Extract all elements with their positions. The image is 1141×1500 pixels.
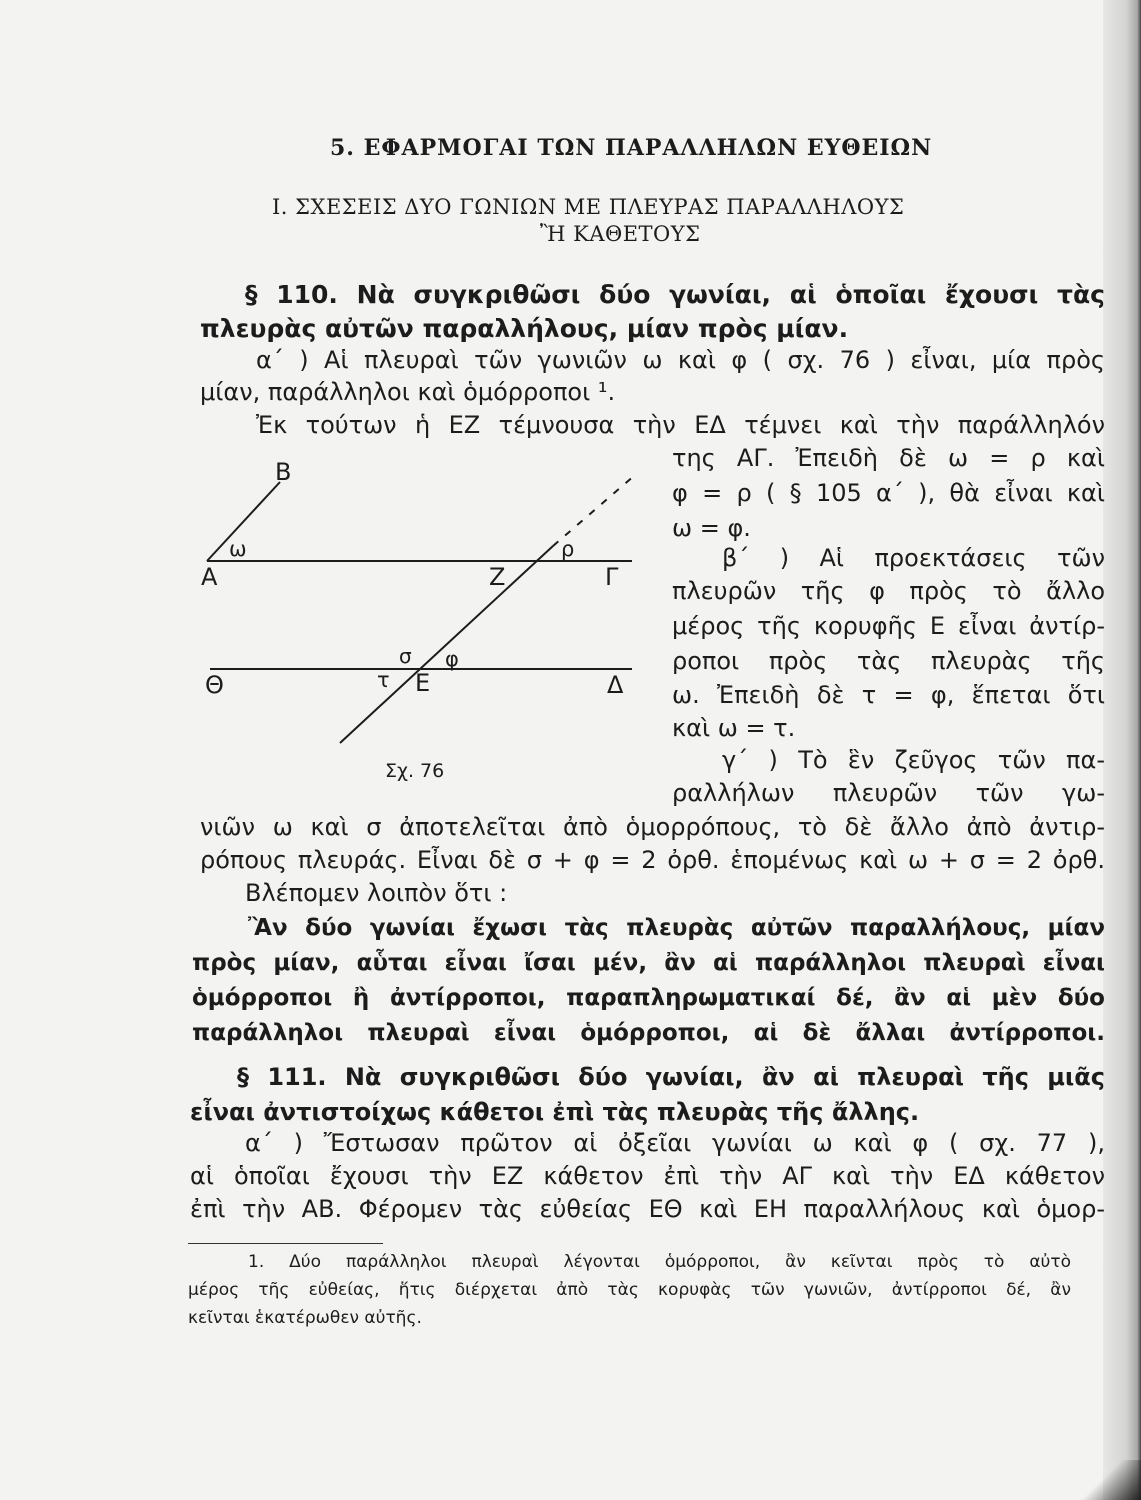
side-line-4: β΄ ) Αἱ προεκτάσεις τῶν — [722, 544, 1105, 572]
theorem-line1: Ἂν δύο γωνίαι ἔχωσι τὰς πλευρὰς αὐτῶν παραλλήλους, μίαν — [248, 915, 1105, 941]
side-line-9: καὶ ω = τ. — [672, 714, 796, 742]
page-corner-shadow — [1081, 1460, 1141, 1500]
footnote-line2: μέρος τῆς εὐθείας, ἥτις διέρχεται ἀπὸ τὰς κορυφὰς τῶν γωνιῶν, ἀντίρροποι δέ, ἂν — [188, 1280, 1071, 1300]
side-line-10: γ΄ ) Τὸ ἓν ζεῦγος τῶν πα- — [722, 746, 1105, 774]
label-omega: ω — [229, 537, 247, 561]
theorem-line2: πρὸς μίαν, αὗται εἶναι ἴσαι μέν, ἂν αἱ παράλληλοι πλευραὶ εἶναι — [192, 950, 1105, 976]
label-sigma: σ — [399, 644, 412, 668]
ek-touton-line: Ἐκ τούτων ἡ ΕΖ τέμνουσα τὴν ΕΔ τέμνει καὶ τὴν παράλληλόν — [256, 411, 1105, 439]
paragraph-110-title-line1: § 110. Νὰ συγκριθῶσι δύο γωνίαι, αἱ ὁποῖαι ἔχουσι τὰς — [245, 280, 1105, 309]
transversal-dashed — [553, 475, 635, 546]
side-line-1: της ΑΓ. Ἐπειδὴ δὲ ω = ρ καὶ — [672, 444, 1105, 472]
vlepomen-line: Βλέπομεν λοιπὸν ὅτι : — [245, 879, 508, 907]
label-B: Β — [275, 458, 292, 486]
footnote-rule — [188, 1243, 383, 1244]
theorem-line4: παράλληλοι πλευραὶ εἶναι ὁμόρροποι, αἱ δὲ ἄλλαι ἀντίρροποι. — [192, 1020, 1105, 1046]
side-line-5: πλευρῶν τῆς φ πρὸς τὸ ἄλλο — [672, 577, 1105, 605]
paragraph-110-title-line2: πλευρὰς αὐτῶν παραλλήλους, μίαν πρὸς μίαν. — [200, 314, 849, 343]
paragraph-111-title-line2: εἶναι ἀντιστοίχως κάθετοι ἐπὶ τὰς πλευρὰς τῆς ἄλλης. — [190, 1098, 920, 1126]
figure-caption: Σχ. 76 — [385, 760, 445, 782]
label-G: Γ — [605, 563, 619, 591]
continuation-line1: νιῶν ω καὶ σ ἀποτελεῖται ἀπὸ ὁμορρόπους, τὸ δὲ ἄλλο ἀπὸ ἀντιρ- — [200, 813, 1105, 841]
chapter-title: 5. ΕΦΑΡΜΟΓΑΙ ΤΩΝ ΠΑΡΑΛΛΗΛΩΝ ΕΥΘΕΙΩΝ — [330, 135, 933, 161]
paragraph-111-body-line1: α΄ ) Ἔστωσαν πρῶτον αἱ ὀξεῖαι γωνίαι ω καὶ φ ( σχ. 77 ), — [245, 1129, 1105, 1157]
side-line-11: ραλλήλων πλευρῶν τῶν γω- — [672, 779, 1105, 807]
label-Z: Ζ — [489, 563, 506, 591]
side-line-3: ω = φ. — [672, 514, 751, 542]
label-tau: τ — [377, 668, 390, 692]
label-phi: φ — [445, 647, 459, 671]
paragraph-111-title-line1: § 111. Νὰ συγκριθῶσι δύο γωνίαι, ἂν αἱ πλευραὶ τῆς μιᾶς — [237, 1063, 1105, 1091]
continuation-line2: ρόπους πλευράς. Εἶναι δὲ σ + φ = 2 ὀρθ. ἑπομένως καὶ ω + σ = 2 ὀρθ. — [200, 846, 1105, 874]
side-line-7: ροποι πρὸς τὰς πλευρὰς τῆς — [672, 647, 1105, 675]
theorem-line3: ὁμόρροποι ἢ ἀντίρροποι, παραπληρωματικαί δέ, ἂν αἱ μὲν δύο — [192, 985, 1105, 1011]
footnote-line3: κεῖνται ἑκατέρωθεν αὐτῆς. — [188, 1308, 422, 1328]
paragraph-111-body-line3: ἐπὶ τὴν ΑΒ. Φέρομεν τὰς εὐθείας ΕΘ καὶ ΕΗ παραλλήλους καὶ ὁμορ- — [190, 1195, 1105, 1223]
paragraph-111-body-line2: αἱ ὁποῖαι ἔχουσι τὴν ΕΖ κάθετον ἐπὶ τὴν ΑΓ καὶ τὴν ΕΔ κάθετον — [190, 1162, 1105, 1190]
label-rho: ρ — [561, 537, 575, 561]
footnote-line1: 1. Δύο παράλληλοι πλευραὶ λέγονται ὁμόρροποι, ἂν κεῖνται πρὸς τὸ αὐτὸ — [248, 1252, 1071, 1272]
section-title-line2: Ἢ ΚΑΘΕΤΟΥΣ — [540, 222, 701, 246]
alpha-line2: μίαν, παράλληλοι καὶ ὁμόρροποι ¹. — [200, 378, 616, 406]
side-line-6: μέρος τῆς κορυφῆς Ε εἶναι ἀντίρ- — [672, 612, 1105, 640]
label-A: Α — [201, 563, 218, 591]
label-D: Δ — [607, 671, 624, 699]
section-title-line1: Ι. ΣΧΕΣΕΙΣ ΔΥΟ ΓΩΝΙΩΝ ΜΕ ΠΛΕΥΡΑΣ ΠΑΡΑΛΛΗΛΟΥΣ — [272, 195, 905, 219]
alpha-line1: α΄ ) Αἱ πλευραὶ τῶν γωνιῶν ω καὶ φ ( σχ. 76 ) εἶναι, μία πρὸς — [256, 346, 1105, 374]
side-line-8: ω. Ἐπειδὴ δὲ τ = φ, ἕπεται ὅτι — [672, 681, 1105, 709]
side-line-2: φ = ρ ( § 105 α΄ ), θὰ εἶναι καὶ — [672, 479, 1105, 507]
page-edge-shadow — [1103, 0, 1141, 1500]
figure-76 — [195, 455, 665, 785]
transversal-EZ — [340, 546, 553, 743]
label-E: Ε — [415, 669, 431, 697]
label-theta: Θ — [205, 671, 224, 699]
